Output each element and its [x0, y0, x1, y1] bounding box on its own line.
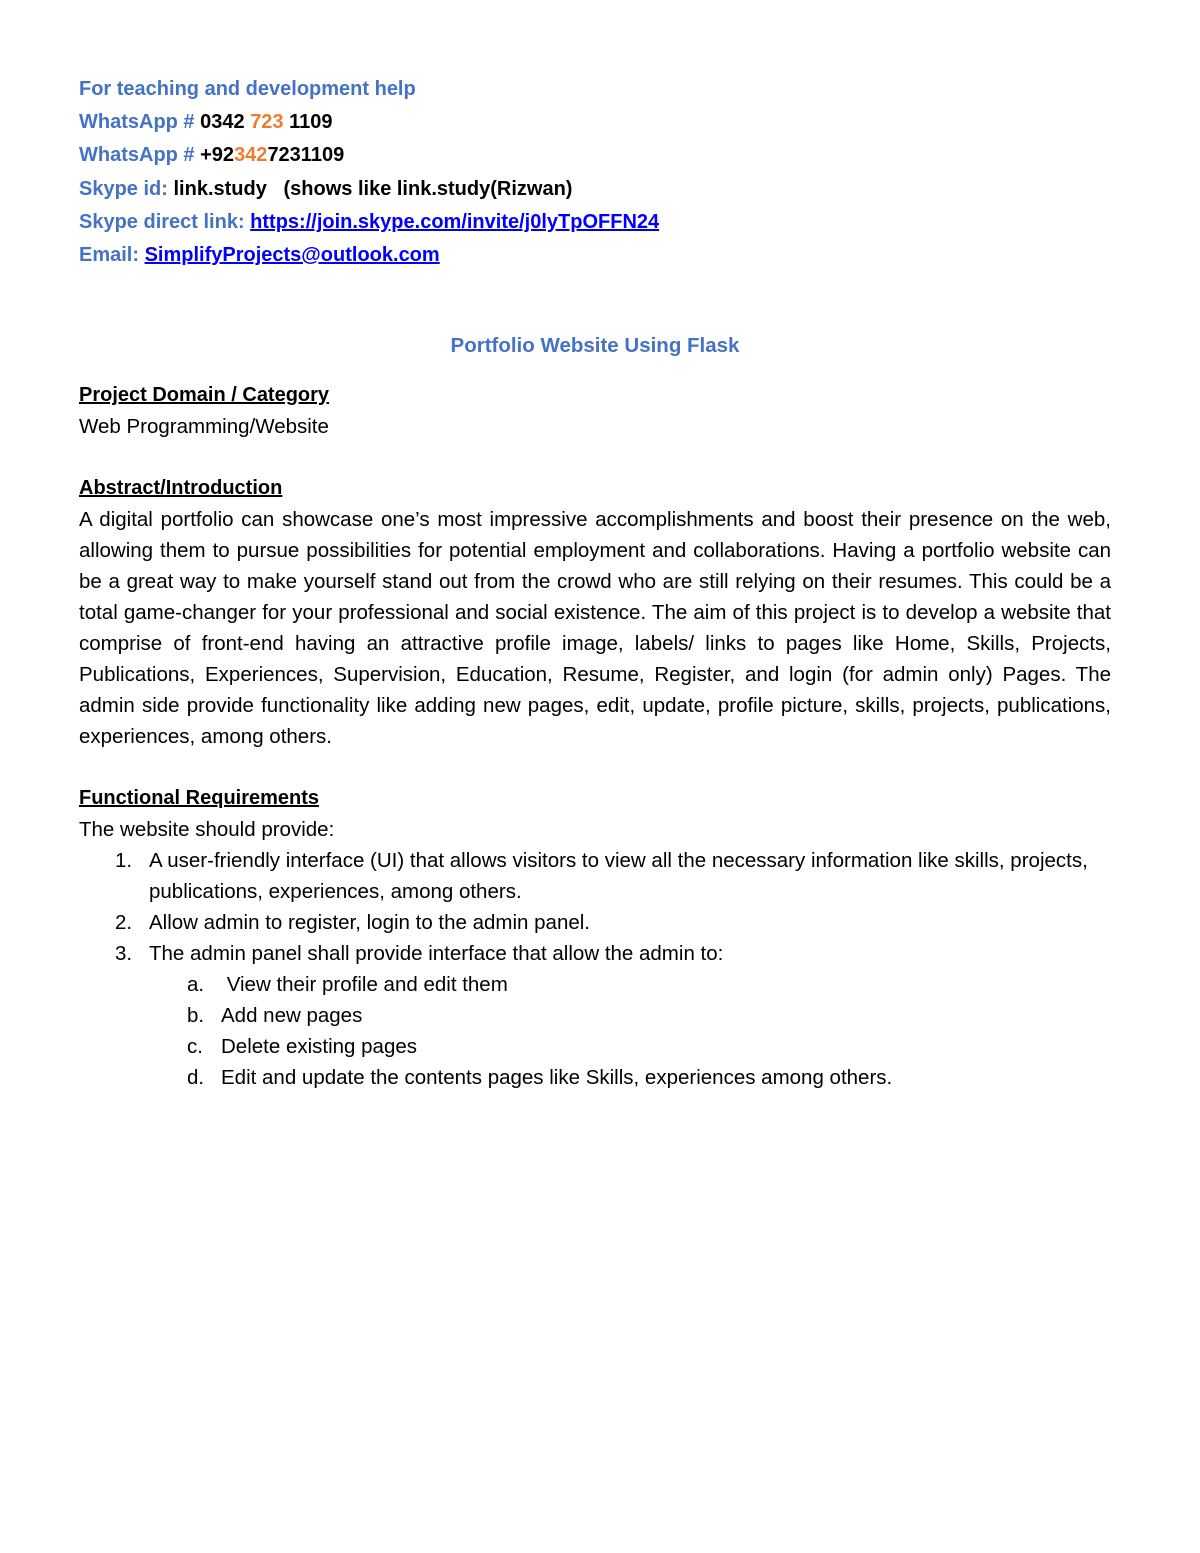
sub-list-item — [187, 1031, 1111, 1062]
list-item-number: 2. — [115, 911, 133, 934]
skype-id-value: link.study (shows like link.study(Rizwan) — [173, 177, 573, 200]
email-link[interactable]: SimplifyProjects@outlook.com — [144, 244, 440, 267]
whatsapp-line-2 — [79, 139, 1119, 172]
sub-item-letter: b. — [187, 1004, 205, 1027]
document-title: Portfolio Website Using Flask — [450, 334, 740, 357]
sub-item-letter: d. — [187, 1066, 205, 1089]
document-body — [79, 380, 1111, 1093]
skype-id-line — [79, 173, 1119, 206]
contact-block — [79, 73, 1119, 272]
requirements-heading: Functional Requirements — [79, 787, 320, 809]
sub-list-item — [187, 1000, 1111, 1031]
whatsapp-number-part: 1109 — [283, 111, 333, 134]
help-line: For teaching and development help — [79, 78, 416, 100]
list-item — [115, 938, 1111, 1093]
list-item-text: Allow admin to register, login to the admin panel. — [149, 911, 591, 934]
sub-item-text: Edit and update the contents pages like Skills, experiences among others. — [221, 1066, 893, 1089]
skype-link-label: Skype direct link: — [79, 210, 251, 233]
whatsapp-label: WhatsApp # — [79, 144, 201, 167]
sub-list — [149, 969, 1111, 1093]
sub-list-item — [187, 1062, 1111, 1093]
sub-item-letter: a. — [187, 973, 205, 996]
list-item-text: The admin panel shall provide interface that allow the admin to: — [149, 942, 724, 965]
list-item-text: A user-friendly interface (UI) that allows visitors to view all the necessary information like skills, projects, publications, experiences, among others. — [149, 849, 1088, 903]
abstract-heading: Abstract/Introduction — [79, 477, 283, 499]
list-item — [115, 907, 1111, 938]
whatsapp-number-part: +92 — [200, 144, 235, 167]
domain-heading: Project Domain / Category — [79, 384, 330, 406]
list-item-number: 1. — [115, 849, 133, 872]
list-item-number: 3. — [115, 942, 133, 965]
sub-list-item — [187, 969, 1111, 1000]
requirements-intro: The website should provide: — [79, 818, 335, 841]
email-line — [79, 239, 1119, 272]
email-label: Email: — [79, 244, 145, 267]
abstract-text: A digital portfolio can showcase one’s most impressive accomplishments and boost their presence on the web, allowing them to pursue possibilities for potential employment and collaborations. Having a portfolio website can be a great way to make yourself stand out from the crowd who are still relying on their resumes. This could be a total game-changer for your professional and social existence. The aim of this project is to develop a website that comprise of front-end having an attractive profile image, labels/ links to pages like Home, Skills, Projects, Publications, Experiences, Supervision, Education, Resume, Register, and login (for admin only) Pages. The admin side provide functionality like adding new pages, edit, update, profile picture, skills, projects, publications, experiences, among others. — [79, 508, 1111, 748]
whatsapp-number-part: 342 — [234, 144, 268, 167]
whatsapp-label: WhatsApp # — [79, 111, 201, 134]
skype-id-label: Skype id: — [79, 177, 174, 200]
sub-item-text: View their profile and edit them — [221, 973, 508, 996]
domain-text: Web Programming/Website — [79, 415, 329, 438]
whatsapp-number-part: 0342 — [200, 111, 251, 134]
skype-direct-link[interactable]: https://join.skype.com/invite/j0lyTpOFFN24 — [250, 210, 660, 233]
list-item — [115, 845, 1111, 907]
requirements-list — [79, 845, 1111, 1093]
whatsapp-number-part: 7231109 — [267, 144, 345, 167]
whatsapp-number-part: 723 — [250, 111, 284, 134]
skype-link-line — [79, 206, 1119, 239]
sub-item-text: Add new pages — [221, 1004, 363, 1027]
sub-item-text: Delete existing pages — [221, 1035, 418, 1058]
whatsapp-line-1 — [79, 106, 1119, 139]
sub-item-letter: c. — [187, 1035, 203, 1058]
